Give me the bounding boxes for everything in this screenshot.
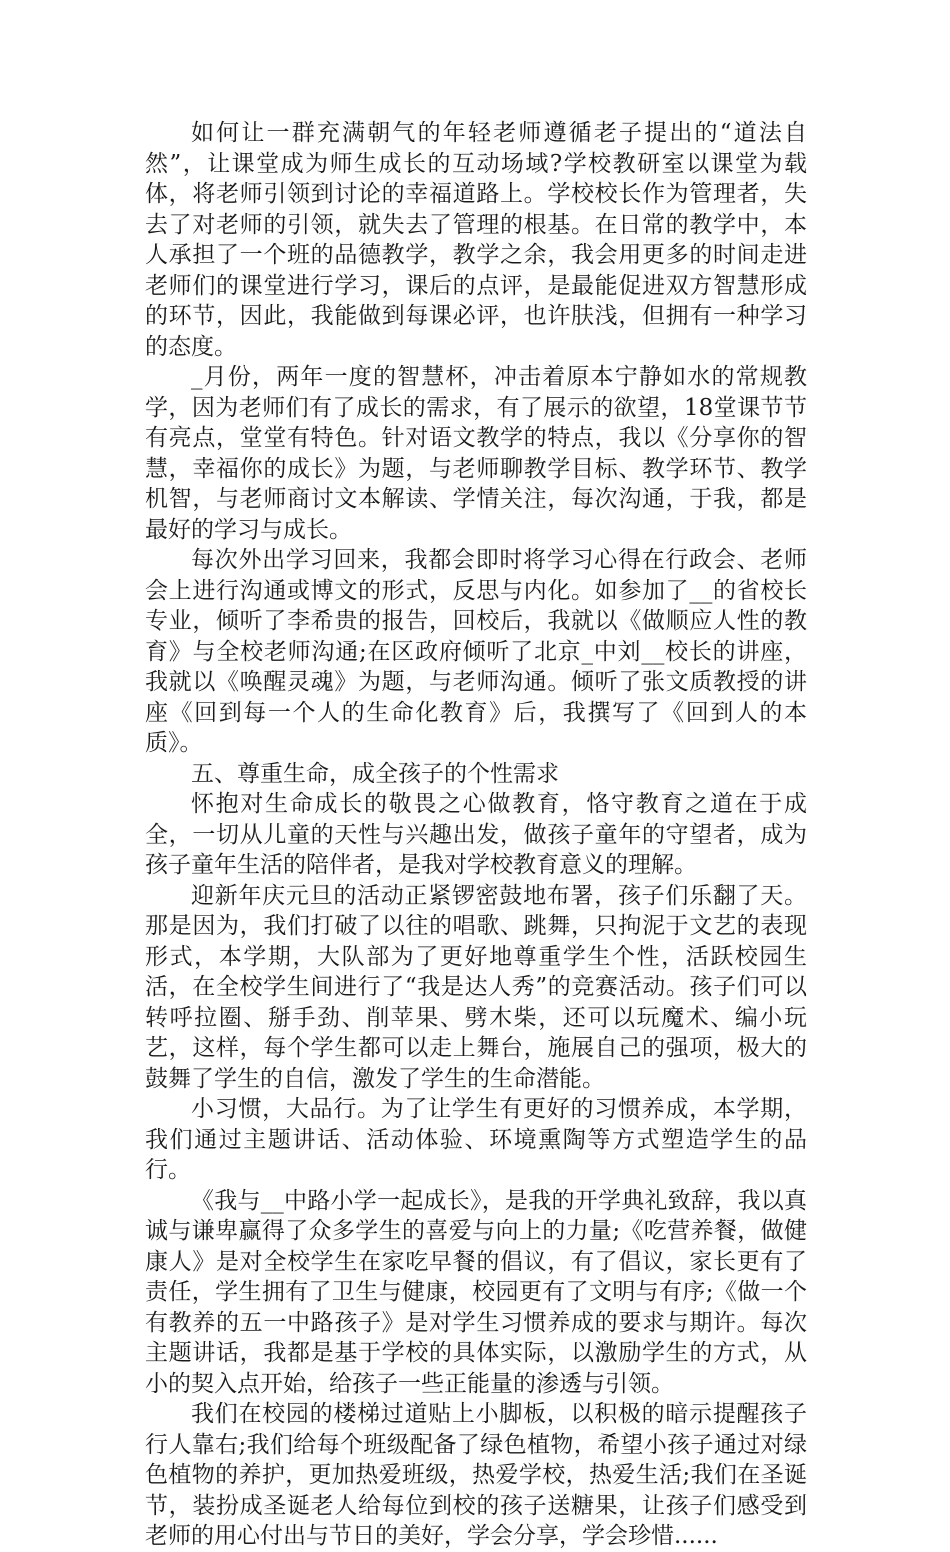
paragraph-7: 《我与__中路小学一起成长》，是我的开学典礼致辞，我以真诚与谦卑赢得了众多学生的喜爱与向上的力量;《吃营养餐，做健康人》是对全校学生在家吃早餐的倡议，有了倡议，家长更有了责任，学生拥有了卫生与健康，校园更有了文明与有序;《做一个有教养的五一中路孩子》是对学生习惯养成的要求与期许。每次主题讲话，我都是基于学校的具体实际，以激励学生的方式，从小的契入点开始，给孩子一些正能量的渗透与引领。 (145, 1187, 807, 1397)
document-page (145, 118, 807, 1552)
paragraph-5: 迎新年庆元旦的活动正紧锣密鼓地布署，孩子们乐翻了天。那是因为，我们打破了以往的唱歌、跳舞，只拘泥于文艺的表现形式，本学期，大队部为了更好地尊重学生个性，活跃校园生活，在全校学生间进行了“我是达人秀”的竞赛活动。孩子们可以转呼拉圈、掰手劲、削苹果、劈木柴，还可以玩魔术、编小玩艺，这样，每个学生都可以走上舞台，施展自己的强项，极大的鼓舞了学生的自信，激发了学生的生命潜能。 (145, 882, 807, 1092)
paragraph-8: 我们在校园的楼梯过道贴上小脚板，以积极的暗示提醒孩子行人靠右;我们给每个班级配备了绿色植物，希望小孩子通过对绿色植物的养护，更加热爱班级，热爱学校，热爱生活;我们在圣诞节，装扮成圣诞老人给每位到校的孩子送糖果，让孩子们感受到老师的用心付出与节日的美好，学会分享，学会珍惜...... (145, 1401, 807, 1549)
paragraph-3: 每次外出学习回来，我都会即时将学习心得在行政会、老师会上进行沟通或博文的形式，反思与内化。如参加了__的省校长专业，倾听了李希贵的报告，回校后，我就以《做顺应人性的教育》与全校老师沟通;在区政府倾听了北京_中刘__校长的讲座，我就以《唤醒灵魂》为题，与老师沟通。倾听了张文质教授的讲座《回到每一个人的生命化教育》后，我撰写了《回到人的本质》。 (145, 547, 807, 756)
paragraph-6: 小习惯，大品行。为了让学生有更好的习惯养成，本学期，我们通过主题讲话、活动体验、环境熏陶等方式塑造学生的品行。 (145, 1096, 807, 1183)
section-heading-5: 五、尊重生命，成全孩子的个性需求 (191, 760, 559, 787)
paragraph-4: 怀抱对生命成长的敬畏之心做教育，恪守教育之道在于成全，一切从儿童的天性与兴趣出发，做孩子童年的守望者，成为孩子童年生活的陪伴者，是我对学校教育意义的理解。 (145, 791, 807, 878)
paragraph-1: 如何让一群充满朝气的年轻老师遵循老子提出的“道法自然”，让课堂成为师生成长的互动场域?学校教研室以课堂为载体，将老师引领到讨论的幸福道路上。学校校长作为管理者，失去了对老师的引领，就失去了管理的根基。在日常的教学中，本人承担了一个班的品德教学，教学之余，我会用更多的时间走进老师们的课堂进行学习，课后的点评，是最能促进双方智慧形成的环节，因此，我能做到每课必评，也许肤浅，但拥有一种学习的态度。 (145, 120, 807, 360)
paragraph-2: _月份，两年一度的智慧杯，冲击着原本宁静如水的常规教学，因为老师们有了成长的需求，有了展示的欲望，18堂课节节有亮点，堂堂有特色。针对语文教学的特点，我以《分享你的智慧，幸福你的成长》为题，与老师聊教学目标、教学环节、教学机智，与老师商讨文本解读、学情关注，每次沟通，于我，都是最好的学习与成长。 (145, 364, 807, 543)
